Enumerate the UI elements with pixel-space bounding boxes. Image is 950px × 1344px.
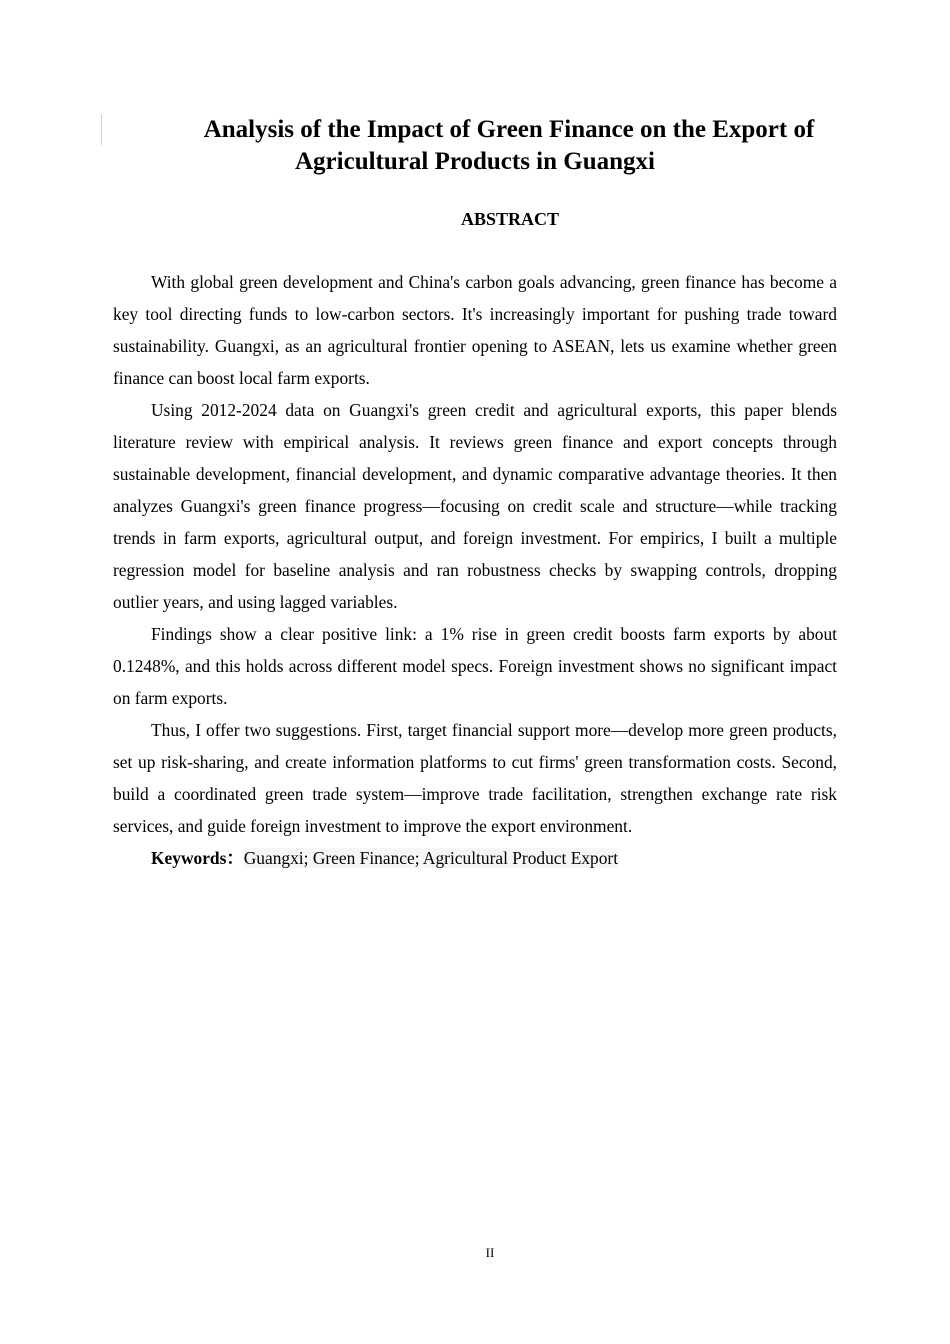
abstract-paragraph-4: Thus, I offer two suggestions. First, target financial support more—develop more green products, set up risk-sharing, and create information platforms to cut firms' green transformation costs. Second, build a coordinated green trade system—improve trade facilitation, strengthen exchange rate risk services, and guide foreign investment to improve the export environment. bbox=[113, 720, 837, 836]
keywords-label: Keywords： bbox=[151, 848, 244, 868]
paper-title-line-1: Analysis of the Impact of Green Finance on the Export of bbox=[203, 116, 815, 143]
abstract-paragraph-1: With global green development and China's carbon goals advancing, green finance has become a key tool directing funds to low-carbon sectors. It's increasingly important for pushing trade toward sustainability. Guangxi, as an agricultural frontier opening to ASEAN, lets us examine whether green finance can boost local farm exports. bbox=[113, 272, 837, 388]
paper-title bbox=[40, 114, 910, 178]
abstract-body bbox=[113, 266, 837, 874]
paper-title-line-2: Agricultural Products in Guangxi bbox=[295, 148, 655, 175]
abstract-paragraph-2: Using 2012-2024 data on Guangxi's green credit and agricultural exports, this paper blends literature review with empirical analysis. It reviews green finance and export concepts through sustainable development, financial development, and dynamic comparative advantage theories. It then analyzes Guangxi's green finance progress—focusing on credit scale and structure—while tracking trends in farm exports, agricultural output, and foreign investment. For empirics, I built a multiple regression model for baseline analysis and ran robustness checks by swapping controls, dropping outlier years, and using lagged variables. bbox=[113, 400, 837, 612]
abstract-heading: ABSTRACT bbox=[460, 209, 560, 229]
keywords-line bbox=[113, 842, 837, 874]
abstract-paragraph-3: Findings show a clear positive link: a 1% rise in green credit boosts farm exports by about 0.1248%, and this holds across different model specs. Foreign investment shows no significant impact on farm exports. bbox=[113, 624, 837, 708]
keywords-values: Guangxi; Green Finance; Agricultural Product Export bbox=[243, 848, 619, 868]
page-number: II bbox=[485, 1245, 495, 1260]
